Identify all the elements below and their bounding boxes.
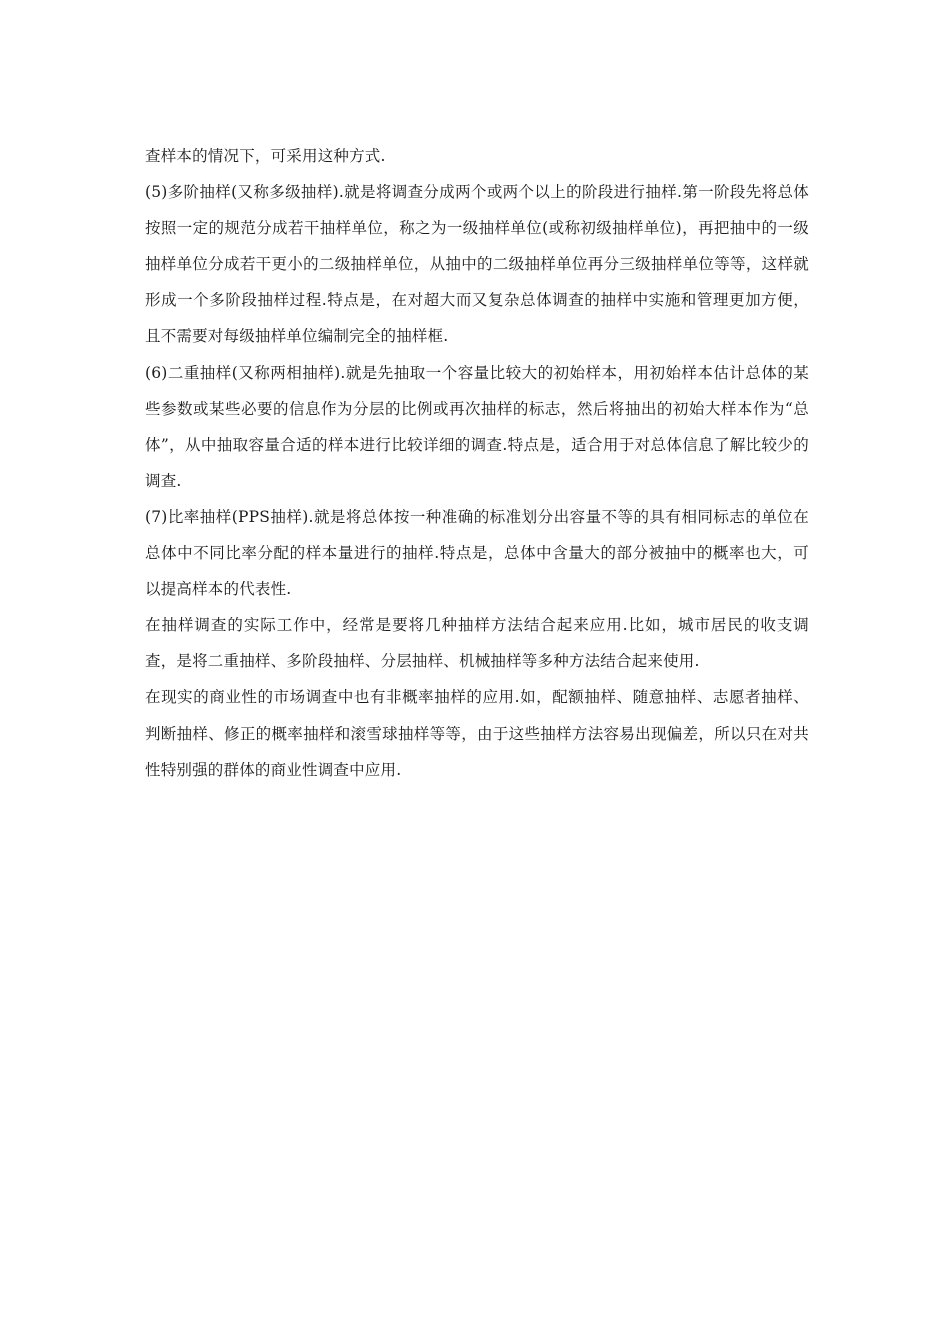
document-body <box>145 138 809 788</box>
paragraph-double-sampling: (6)二重抽样(又称两相抽样).就是先抽取一个容量比较大的初始样本，用初始样本估计总体的某些参数或某些必要的信息作为分层的比例或再次抽样的标志，然后将抽出的初始大样本作为“总体”，从中抽取容量合适的样本进行比较详细的调查.特点是，适合用于对总体信息了解比较少的调查. <box>145 363 809 490</box>
paragraph-pps-sampling: (7)比率抽样(PPS抽样).就是将总体按一种准确的标准划分出容量不等的具有相同标志的单位在总体中不同比率分配的样本量进行的抽样.特点是，总体中含量大的部分被抽中的概率也大，可以提高样本的代表性. <box>145 507 809 599</box>
paragraph-continuation: 查样本的情况下，可采用这种方式. <box>145 147 386 165</box>
paragraph-non-probability-sampling: 在现实的商业性的市场调查中也有非概率抽样的应用.如，配额抽样、随意抽样、志愿者抽样、判断抽样、修正的概率抽样和滚雪球抽样等等，由于这些抽样方法容易出现偏差，所以只在对共性特别强的群体的商业性调查中应用. <box>145 688 809 779</box>
paragraph-combined-methods: 在抽样调查的实际工作中，经常是要将几种抽样方法结合起来应用.比如，城市居民的收支调查，是将二重抽样、多阶段抽样、分层抽样、机械抽样等多种方法结合起来使用. <box>145 616 809 671</box>
paragraph-multistage-sampling: (5)多阶抽样(又称多级抽样).就是将调查分成两个或两个以上的阶段进行抽样.第一阶段先将总体按照一定的规范分成若干抽样单位，称之为一级抽样单位(或称初级抽样单位)，再把抽中的一级抽样单位分成若干更小的二级抽样单位，从抽中的二级抽样单位再分三级抽样单位等等，这样就形成一个多阶段抽样过程.特点是，在对超大而又复杂总体调查的抽样中实施和管理更加方便，且不需要对每级抽样单位编制完全的抽样框. <box>145 183 809 346</box>
